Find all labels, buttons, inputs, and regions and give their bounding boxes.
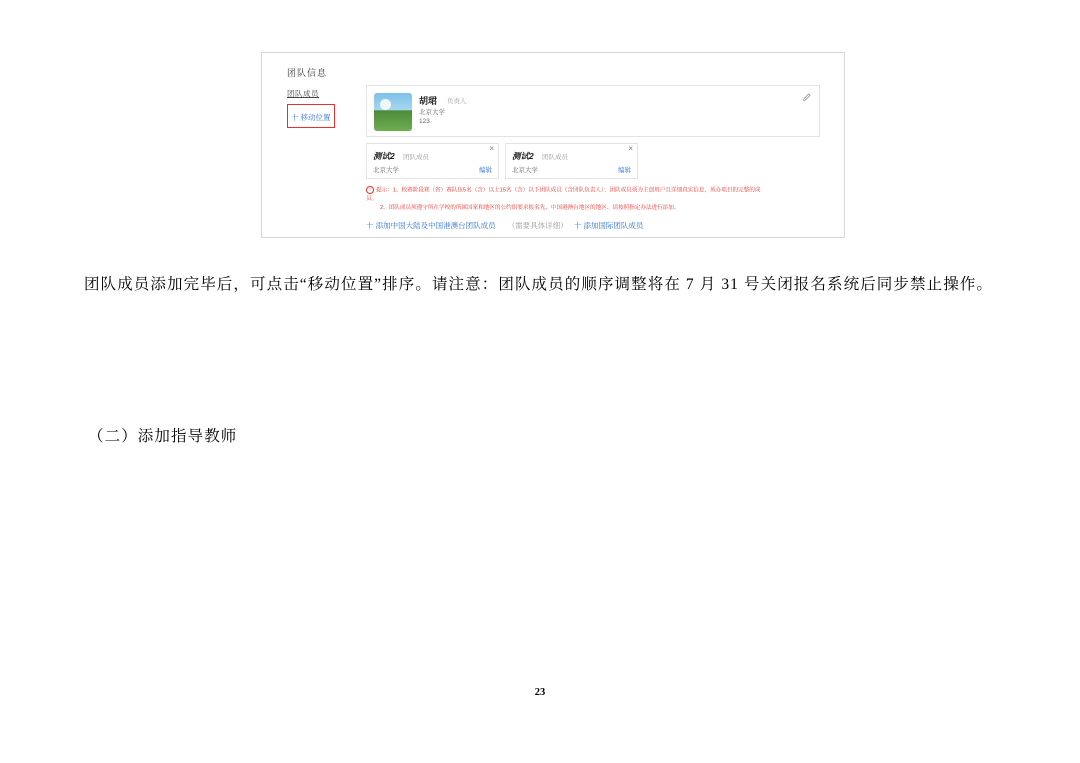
add-international-member-link[interactable]: 十 添加国际团队成员 — [573, 221, 644, 231]
notice-line-1 — [366, 186, 768, 204]
edit-icon[interactable] — [802, 93, 811, 102]
member-card[interactable] — [505, 143, 638, 179]
move-position-button-label — [291, 113, 331, 122]
close-icon[interactable]: × — [489, 144, 494, 153]
member-edit-link[interactable]: 编辑 — [479, 167, 492, 174]
leader-role: 负责人 — [447, 98, 467, 105]
close-icon[interactable]: × — [628, 144, 633, 153]
leader-id: 123 — [419, 118, 430, 125]
notice-text-1: 提示：1、校赛阶段赛（省）赛队伍5名（含）以上15名（含）以下团队成员（含团队负责人）；团队成员须为主创用户且详细真实信息，须办项目的完整的成员。 — [366, 187, 761, 203]
member-school: 北京大学 — [373, 167, 399, 174]
team-members-label: 团队成员 — [287, 89, 319, 98]
avatar — [374, 93, 412, 131]
member-name: 测试2 — [512, 151, 534, 161]
move-position-text: 移动位置 — [300, 113, 331, 122]
leader-name: 胡珺 — [419, 96, 438, 106]
member-school: 北京大学 — [512, 167, 538, 174]
notice-block — [366, 186, 768, 212]
add-mainland-member-link[interactable]: 十 添加中国大陆及中国港澳台团队成员 — [366, 221, 496, 231]
member-name: 测试2 — [373, 151, 395, 161]
members-panel — [366, 85, 820, 231]
screenshot-figure — [261, 52, 845, 238]
member-card[interactable] — [366, 143, 499, 179]
member-role: 团队成员 — [403, 154, 429, 161]
team-members-left-column — [287, 88, 359, 128]
paragraph-1: 团队成员添加完毕后，可点击“移动位置”排序。请注意：团队成员的顺序调整将在 7 月 31 号关闭报名系统后同步禁止操作。 — [84, 276, 994, 293]
figure-title: 团队信息 — [287, 68, 328, 78]
leader-school: 北京大学 — [419, 109, 445, 116]
action-links — [366, 220, 820, 231]
action-hint: （需要具体详细） — [507, 221, 568, 231]
plus-icon: 十 — [291, 113, 299, 122]
move-position-button[interactable] — [287, 104, 335, 128]
member-role: 团队成员 — [542, 154, 568, 161]
section-heading: （二）添加指导教师 — [88, 428, 238, 445]
member-edit-link[interactable]: 编辑 — [618, 167, 631, 174]
team-leader-card[interactable] — [366, 85, 820, 137]
page-number: 23 — [534, 687, 546, 698]
exclamation-icon: ! — [366, 186, 374, 194]
notice-line-2: 2、团队成员须遵守所在学校的所属国家和地区的公约组要求报名先、中国港澳台地区的地区、请按照指定办法进行添加。 — [380, 204, 680, 211]
member-card-row — [366, 143, 820, 179]
